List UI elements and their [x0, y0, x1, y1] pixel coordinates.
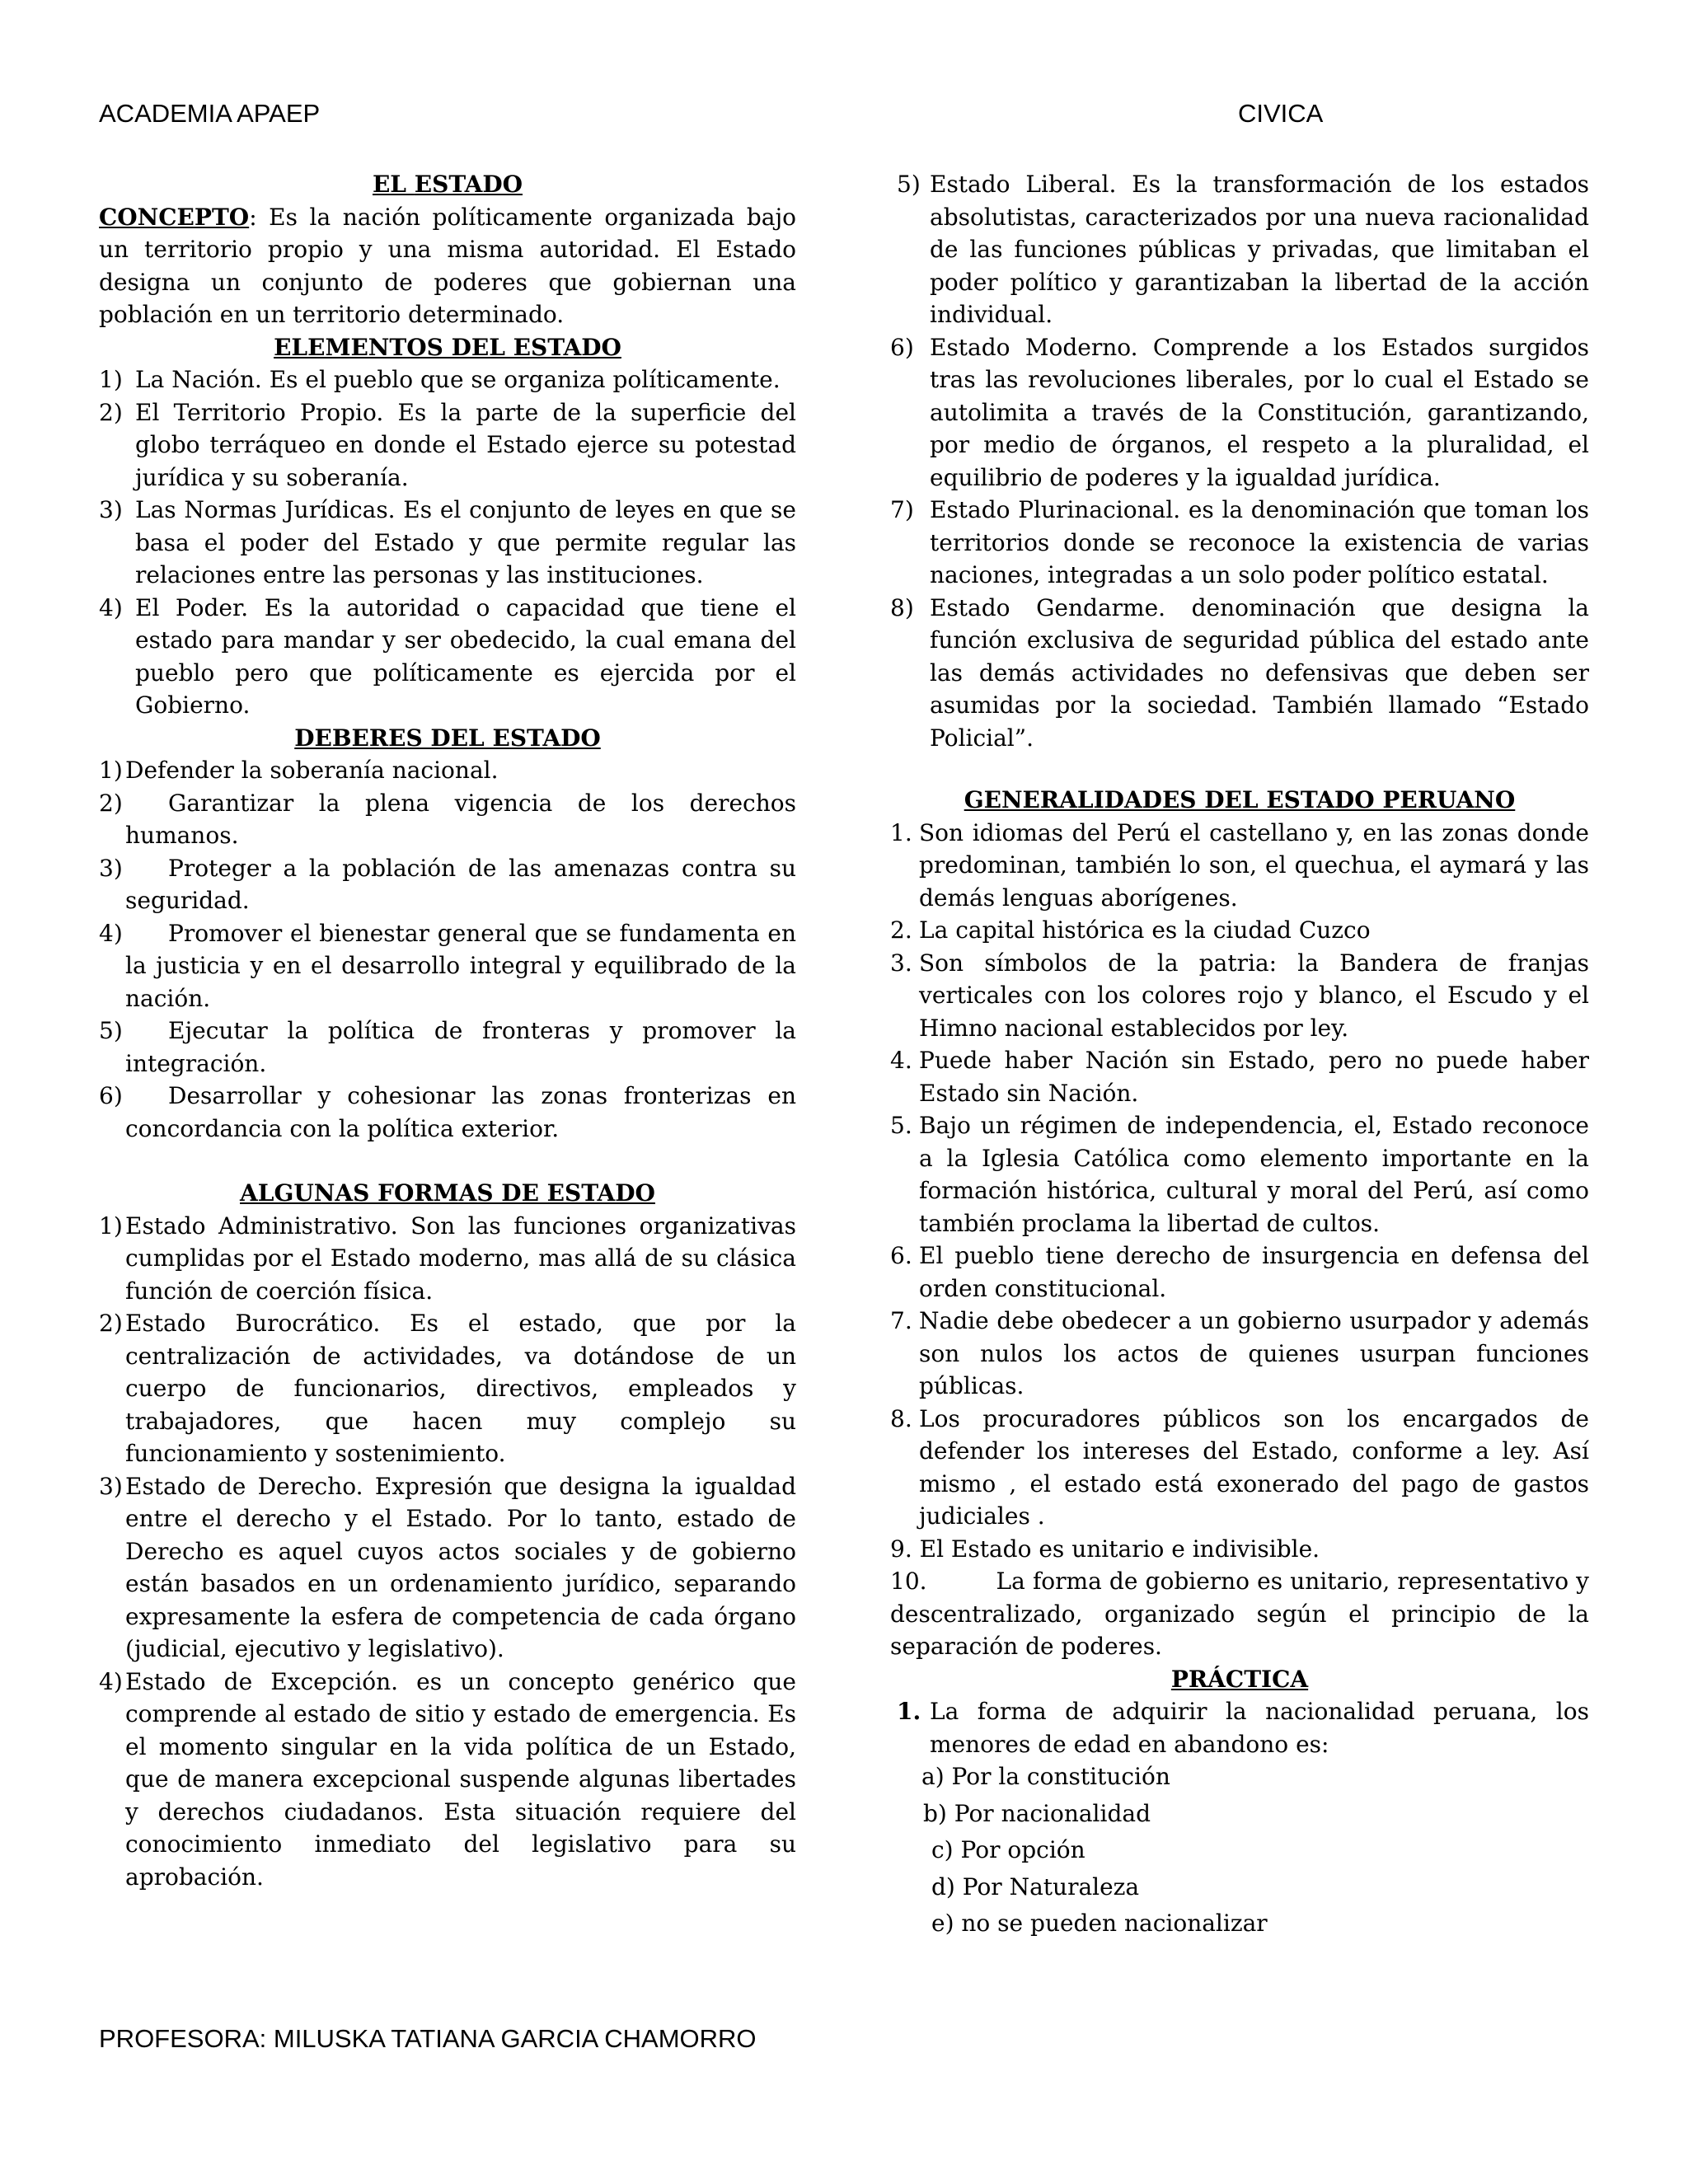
section-title-el-estado — [99, 168, 796, 201]
item-text: Garantizar la plena vigencia de los derechos humanos. — [125, 789, 796, 849]
list-item — [890, 1533, 1589, 1566]
item-text: Desarrollar y cohesionar las zonas fronterizas en concordancia con la política exterior. — [125, 1082, 796, 1142]
list-item — [99, 592, 796, 722]
formas-list — [99, 1210, 796, 1894]
list-item — [99, 1307, 796, 1470]
deberes-list — [99, 754, 796, 1145]
item-number: 7. — [890, 1307, 912, 1334]
item-text: La forma de gobierno es unitario, representativo y descentralizado, organizado según el principio de la separación de poderes. — [890, 1568, 1589, 1660]
list-item — [99, 1470, 796, 1666]
section-title-practica: PRÁCTICA — [1170, 1665, 1309, 1693]
item-text: El Poder. Es la autoridad o capacidad que tiene el estado para mandar y ser obedecido, la cual emana del pueblo pero que políticamente es ejercida por el Gobierno. — [135, 593, 796, 719]
item-text: Son símbolos de la patria: la Bandera de franjas verticales con los colores rojo y blanco, el Escudo y el Himno nacional establecidos por ley. — [919, 949, 1589, 1042]
item-number: 6) — [890, 333, 914, 361]
left-column — [99, 168, 796, 1893]
list-item — [890, 1109, 1589, 1240]
list-item — [99, 1015, 796, 1080]
answer-option-c: c) Por opción — [931, 1836, 1085, 1863]
list-item — [99, 852, 796, 917]
question-number: 1. — [897, 1698, 921, 1725]
list-item — [890, 1240, 1589, 1305]
item-text: Bajo un régimen de independencia, el, Estado reconoce a la Iglesia Católica como elemento importante en la formación histórica, cultural y moral del Perú, así como también proclama la libertad de cultos. — [919, 1112, 1589, 1237]
item-number: 5) — [99, 1017, 123, 1044]
item-text: El pueblo tiene derecho de insurgencia en defensa del orden constitucional. — [919, 1242, 1589, 1302]
item-number: 2) — [99, 1310, 123, 1337]
item-text: Estado Burocrático. Es el estado, que por la centralización de actividades, va dotándose de un cuerpo de funcionarios, directivos, empleados y trabajadores, que hacen muy complejo su funcionamiento y sostenimiento. — [125, 1310, 796, 1467]
item-number: 5) — [897, 171, 921, 198]
item-text: Puede haber Nación sin Estado, pero no puede haber Estado sin Nación. — [919, 1047, 1589, 1107]
item-text: Estado de Excepción. es un concepto genérico que comprende al estado de sitio y estado de emergencia. Es el momento singular en la vida política de un Estado, que de manera excepcional suspende algunas libertades y derechos ciudadanos. Esta situación requiere del conocimiento inmediato del legislativo para su aprobación. — [125, 1667, 796, 1891]
item-number: 9. — [890, 1535, 912, 1563]
list-item — [890, 817, 1589, 915]
title-word-estado: ESTADO — [414, 171, 523, 198]
item-number: 2) — [99, 789, 123, 817]
item-number: 1) — [99, 1212, 123, 1240]
concept-paragraph — [99, 201, 796, 331]
item-text: Estado Moderno. Comprende a los Estados surgidos tras las revoluciones liberales, por lo cual el Estado se autolimita a través de la Constitución, garantizando, por medio de órganos, el respeto a la pluralidad, el equilibrio de poderes y la igualdad jurídica. — [930, 333, 1589, 491]
item-text: Estado Plurinacional. es la denominación que toman los territorios donde se reconoce la existencia de varias naciones, integradas a un solo poder político estatal. — [930, 496, 1589, 588]
item-text: El Estado es unitario e indivisible. — [919, 1535, 1320, 1563]
list-item — [890, 1403, 1589, 1533]
list-item — [890, 168, 1589, 331]
list-item — [99, 494, 796, 592]
list-item — [99, 1666, 796, 1894]
item-number: 3) — [99, 854, 123, 882]
section-title-formas: ALGUNAS FORMAS DE ESTADO — [240, 1179, 655, 1207]
item-text: Estado Gendarme. denominación que designa la función exclusiva de seguridad pública del estado ante las demás actividades no defensivas que deben ser asumidas por la sociedad. También llamado “Estado Policial”. — [930, 593, 1589, 752]
item-text: La capital histórica es la ciudad Cuzco — [919, 916, 1371, 944]
list-item — [890, 947, 1589, 1045]
list-item — [890, 1305, 1589, 1403]
item-number: 1) — [99, 366, 123, 393]
item-number: 6) — [99, 1082, 123, 1109]
list-item — [890, 1565, 1589, 1663]
section-title-generalidades: GENERALIDADES DEL ESTADO PERUANO — [964, 786, 1516, 813]
formas-list-continued — [890, 168, 1589, 754]
answer-option-d: d) Por Naturaleza — [931, 1872, 1140, 1900]
item-text: El Territorio Propio. Es la parte de la superficie del globo terráqueo en donde el Estado ejerce su potestad jurídica y su soberanía. — [135, 398, 796, 491]
item-number: 4. — [890, 1047, 912, 1074]
right-column — [890, 168, 1589, 1940]
item-number: 4) — [99, 1667, 123, 1695]
item-number: 10. — [890, 1568, 927, 1595]
list-item — [99, 363, 796, 396]
list-item — [99, 787, 796, 852]
item-text: Ejecutar la política de fronteras y promover la integración. — [125, 1017, 796, 1077]
list-item — [890, 592, 1589, 755]
practice-question — [890, 1695, 1589, 1940]
item-number: 3) — [99, 496, 123, 523]
item-number: 1. — [890, 818, 912, 846]
generalidades-list — [890, 817, 1589, 1663]
item-text: Proteger a la población de las amenazas contra su seguridad. — [125, 854, 796, 914]
item-text: Los procuradores públicos son los encargados de defender los intereses del Estado, conforme a ley. Así mismo , el estado está exonerado del pago de gastos judiciales . — [919, 1404, 1589, 1530]
footer-teacher: PROFESORA: MILUSKA TATIANA GARCIA CHAMORRO — [99, 2024, 757, 2053]
answer-option-e: e) no se pueden nacionalizar — [931, 1910, 1268, 1937]
list-item — [890, 1044, 1589, 1109]
answer-option-a: a) Por la constitución — [921, 1763, 1170, 1790]
item-text: Estado Administrativo. Son las funciones organizativas cumplidas por el Estado moderno, mas allá de su clásica función de coerción física. — [125, 1212, 796, 1305]
list-item — [99, 1210, 796, 1308]
item-number: 2) — [99, 398, 123, 426]
item-number: 5. — [890, 1112, 912, 1139]
list-item — [890, 914, 1589, 947]
item-number: 4) — [99, 593, 123, 621]
item-text: Estado Liberal. Es la transformación de los estados absolutistas, caracterizados por una nueva racionalidad de las funciones públicas y privadas, que limitaban el poder político y garantizaban la libertad de la acción individual. — [930, 171, 1589, 328]
list-item — [99, 1080, 796, 1145]
item-number: 6. — [890, 1242, 912, 1269]
question-body: La forma de adquirir la nacionalidad peruana, los menores de edad en abandono es: — [930, 1698, 1589, 1758]
item-number: 4) — [99, 919, 123, 947]
item-number: 2. — [890, 916, 912, 944]
question-text — [890, 1695, 1589, 1760]
item-number: 7) — [890, 496, 914, 523]
section-title-deberes: DEBERES DEL ESTADO — [294, 724, 601, 752]
list-item — [890, 331, 1589, 494]
item-number: 8. — [890, 1404, 912, 1432]
item-text: La Nación. Es el pueblo que se organiza políticamente. — [135, 366, 781, 393]
concept-label: CONCEPTO — [99, 203, 250, 231]
header-academy-name: ACADEMIA APAEP — [99, 99, 321, 128]
item-text: Nadie debe obedecer a un gobierno usurpador y además son nulos los actos de quienes usurpan funciones públicas. — [919, 1307, 1589, 1399]
list-item — [890, 494, 1589, 592]
elementos-list — [99, 363, 796, 722]
item-number: 1) — [99, 757, 123, 784]
concept-text: : Es la nación políticamente organizada bajo un territorio propio y una misma autoridad. El Estado designa un conjunto de poderes que gobiernan una población en un territorio determinado. — [99, 203, 796, 328]
item-number: 8) — [890, 593, 914, 621]
item-text: Son idiomas del Perú el castellano y, en las zonas donde predominan, también lo son, el quechua, el aymará y las demás lenguas aborígenes. — [919, 818, 1589, 912]
answer-option-b: b) Por nacionalidad — [923, 1799, 1151, 1827]
list-item — [99, 917, 796, 1015]
item-text: Las Normas Jurídicas. Es el conjunto de leyes en que se basa el poder del Estado y que permite regular las relaciones entre las personas y las instituciones. — [135, 496, 796, 588]
item-text: Estado de Derecho. Expresión que designa la igualdad entre el derecho y el Estado. Por lo tanto, estado de Derecho es aquel cuyos actos sociales y de gobierno están basados en un ordenamiento jurídico, separando expresamente la esfera de competencia de cada órgano (judicial, ejecutivo y legislativo). — [125, 1472, 796, 1662]
item-number: 3. — [890, 949, 912, 977]
list-item — [99, 754, 796, 787]
header-subject: CIVICA — [1238, 99, 1324, 128]
list-item — [99, 396, 796, 494]
item-text: Promover el bienestar general que se fundamenta en la justicia y en el desarrollo integral y equilibrado de la nación. — [125, 919, 796, 1012]
item-text: Defender la soberanía nacional. — [125, 757, 499, 784]
item-number: 3) — [99, 1472, 123, 1500]
title-word-el: EL — [372, 171, 406, 198]
section-title-elementos: ELEMENTOS DEL ESTADO — [274, 333, 621, 361]
